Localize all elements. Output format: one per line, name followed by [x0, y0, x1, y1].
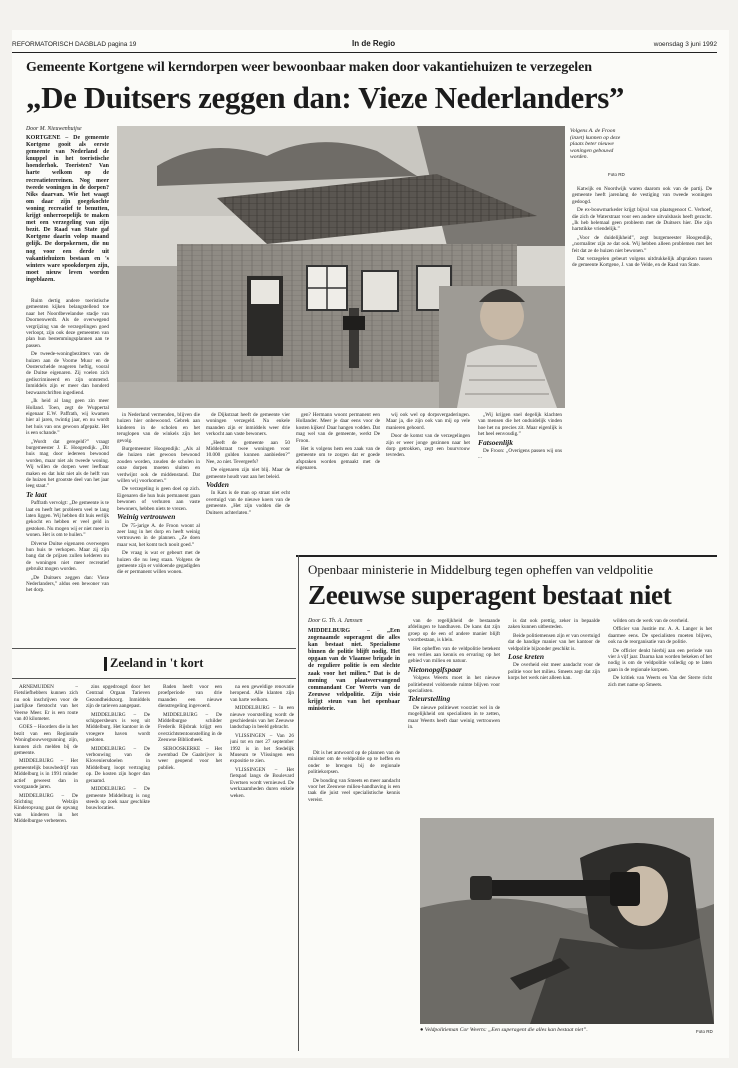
- page-header: [12, 38, 717, 50]
- photo1-caption: Volgens A. de Froon (inzet) kunnen op deze plaats beter nieuwe woningen gebouwd worden.: [570, 128, 621, 161]
- caption-bullet-icon: ●: [420, 1027, 424, 1033]
- article1-column-4: [296, 412, 380, 552]
- header-rule: [12, 52, 717, 53]
- paragraph: De bonding van Smeets en meer aandacht voor het Zeeuwse milieu-handhaving is een taak die juist veel specialistische kennis vereist.: [308, 777, 400, 803]
- paragraph: „Wordt dat geregeld?” vraagt burgemeester J. E. Hoogendijk. „Dit huis mag door iedereen bewoond worden, maar niet als tweede woning. Wij willen de dorpen weer leefbaar maken en dat lukt niet als de helft van de huizen het grootste deel van het jaar leeg staat.”: [26, 438, 109, 490]
- paragraph: in Nederland vermenden, blijven die huizen hier onbewoond. Gebrek aan kinderen in de scholen en het teruglopen van de winkels zijn het gevolg.: [117, 412, 200, 444]
- subheading-lose-kreten: Lose kreten: [508, 652, 545, 662]
- photo2-credit: Foto RD: [696, 1029, 713, 1034]
- zeeland-box-title: [104, 656, 224, 672]
- zeeland-title-rule: [12, 678, 296, 679]
- news-item: MIDDELBURG – De gemeente Middelburg is nog steeds op zoek naar geschikte bouwlocaties.: [86, 786, 150, 812]
- officer-photo-illustration: [420, 818, 714, 1024]
- zeeland-column-3: [158, 684, 222, 1044]
- subheading-weinig-vertrouwen: Weinig vertrouwen: [117, 512, 176, 522]
- article2-headline: Zeeuwse superagent bestaat niet: [308, 580, 672, 610]
- news-item: GOES – Hoorders die in het bezit van een Regionale Woningbouwvergunning zijn, kunnen zich melden bij de gemeente.: [14, 724, 78, 757]
- news-item: SEROOSKERKE – Het zwembad De Gaabrijver is weer geopend voor het publiek.: [158, 745, 222, 771]
- paragraph: Dat verzegelen gebeurt volgens uitdrukkelijk afspraken tussen de gemeente Kortgene, J. van de Velde, en de Raad van State.: [572, 256, 712, 269]
- paragraph: Burgemeester Hoogendijk: „Als al die huizen niet gewoon bewoond zouden worden, zouden de scholen in onze dorpen moeten sluiten en verdwijnt ook de middenstand. Dat willen wij voorkomen.”: [117, 446, 200, 485]
- news-item: zins opgedroogd door het Centraal Orgaan Tarieven Gezondheidszorg. Inmiddels zijn de tarieven aangepast.: [86, 684, 150, 710]
- title-bar: [104, 657, 107, 671]
- paragraph: De ex-bouwmarkeder krijgt bijval van plaatsgenoot C. Verhoef, die zich de Waterstraat voor een andere uitvalsbasis heeft gezocht. „Ik heb helemaal geen probleem met de Duitsers hier. Die zijn hartstikke vriendelijk.”: [572, 207, 712, 233]
- news-item: MIDDELBURG – Het gemeentelijk bouwbedrijf van Middelburg is in 1991 minder actief geweest dan in voorgaande jaren.: [14, 758, 78, 791]
- article2-byline: Door G. Th. A. Janssen: [308, 618, 363, 624]
- paragraph: wij ook wel op dorpsvergaderingen. Maar ja, die zijn ook van mij op vele manieren gehoord.: [386, 412, 470, 431]
- zeeland-column-1: [14, 684, 78, 1044]
- zeeland-column-4: [230, 684, 294, 1044]
- article2-column-3: [508, 618, 600, 812]
- news-item: VLISSINGEN – Van 26 juni tot en met 27 september 1992 is in het Stedelijk Museum te Vlissingen een expositie te zien.: [230, 732, 294, 765]
- paragraph: De officier denkt hierbij aan een periode van vier à vijf jaar. Daarna kan worden bekeken of het nodig is om de veldpolitie volledig op te laten gaan in de regionale korpsen.: [608, 647, 712, 673]
- article1-byline: Door M. Nieuwenhuijse: [26, 126, 82, 132]
- news-item: VLISSINGEN – Het fietspad langs de Boulevard Evertsen wordt vernieuwd. De werkzaamheden duren enkele weken.: [230, 766, 294, 799]
- paragraph: De 75-jarige A. de Froon woont al zeer lang in het dorp en heeft weinig vertrouwen in de plannen. „Ze doen maar wat, het komt toch nooit goed.”: [117, 522, 200, 548]
- zeeland-column-2: [86, 684, 150, 1044]
- article1-right-column: [572, 186, 712, 552]
- news-item: na een geweldige renovatie heropend. Alle klanten zijn van harte welkom.: [230, 684, 294, 703]
- paragraph: De overheid eist meer aandacht voor de politie voor het milieu. Smeets zegt dat zijn korps het werk niet alleen kan.: [508, 662, 600, 682]
- news-item: MIDDELBURG – De schippersbeurs is weg uit Middelburg. Het kantoor in de vroegere haven wordt gesloten.: [86, 711, 150, 744]
- paragraph: „De Duitsers zeggen dan: Vieze Nederlanders,” aldus een bewoner van het dorp.: [26, 574, 109, 594]
- article2-column-1: [308, 750, 400, 810]
- officer-photo: [420, 818, 714, 1024]
- article1-kicker: Gemeente Kortgene wil kerndorpen weer bewoonbaar maken door vakantiehuizen te verzegelen: [26, 60, 592, 75]
- paragraph: „Wij krijgen snel degelijk klachten van mensen die het onduidelijk vinden hoe het nu precies zit. Maar eigenlijk is het heel eenvoudig.”: [478, 412, 562, 438]
- paragraph: In Kats is de man op straat niet echt overtuigd van de nieuwe koers van de gemeente. „Het zijn vodden die de Duitsers achterlaten.”: [206, 490, 290, 516]
- news-item: ARNEMUIDEN – Fietsliefhebbers kunnen zich nu ook inschrijven voor de jaarlijkse fietstocht van het Veerse Meer. Er is een route van 40 kilometer.: [14, 684, 78, 723]
- paragraph: Volgens Weerts moet in het nieuwe politiebestel voldoende ruimte blijven voor specialisten.: [408, 675, 500, 695]
- house-photo-illustration: [117, 126, 565, 408]
- news-item: MIDDELBURG – In een nieuwe voorstelling wordt de geschiedenis van het Zeeuwse landschap in beeld gebracht.: [230, 705, 294, 731]
- paragraph: De vraag is wat er gebeurt met de huizen die nu leeg staan. Volgens de gemeente zijn er voldoende gegadigden die er permanent willen wonen.: [117, 550, 200, 576]
- zeeland-top-rule: [12, 648, 296, 649]
- paragraph: De Froon: „Overigens passen wij ons ...: [478, 448, 562, 461]
- article2-kicker: Openbaar ministerie in Middelburg tegen opheffen van veldpolitie: [308, 562, 654, 577]
- paragraph: „Heeft de gemeente aan 50 Middelstraat twee woningen voor 10.000 gulden kunnen aanbieden?” Nee, zo niet. Tevergeefs?: [206, 439, 290, 465]
- paragraph: „Ik heid al lang geen zin meer Holland. Toen, zegt de Wuppertal eigenaar E.W. Paffrath, wij kwamen hier al jaren, twintig jaar, en nu wordt het huis van ons gewoon afgepakt. Het is een schande.”: [26, 398, 109, 437]
- photo2-caption-text: Veldpolitieman Cor Weerts: „Een superagent die alles kan bestaat niet”.: [424, 1027, 588, 1033]
- photo2-caption: [420, 1027, 680, 1034]
- paragraph: Het opheffen van de veldpolitie betekent een verlies aan kennis en ervaring op het gebied van milieu en natuur.: [408, 645, 500, 665]
- article2-column-2: [408, 618, 500, 812]
- publication-date: woensdag 3 juni 1992: [653, 41, 717, 48]
- subheading-2a: Nietonopgifspaar: [408, 664, 462, 674]
- news-item: MIDDELBURG – De Middelburgse schilder Frederik Rijsbrak krijgt een overzichtstentoonstelling in de Zeeuwse Bibliotheek.: [158, 711, 222, 744]
- article2-lead: MIDDELBURG – „Een zogenaamde superagent die alles kan bestaat niet. Specialisme binnen de politie blijft nodig. Het opgaan van de Vlaamse brigade in de reguliere politie is een slechte zaak voor het milieu.” Dat is de mening van plaatsvervangend commandant Cor Weerts van de Zeeuwse veldpolitie. Zijn visie krijgt steun van het openbaar ministerie.: [308, 628, 400, 713]
- paragraph: De nieuwe politiewet voorziet wel in de mogelijkheid om specialisten in te zetten, maar Weerts heeft daar weinig vertrouwen in.: [408, 704, 500, 731]
- article2-column-4: [608, 618, 712, 812]
- paragraph: Officier van Justitie mr. A. A. Langer is het daarmee eens. De specialisten moeten blijven, ook na de reorganisatie van de politie.: [608, 626, 712, 646]
- paragraph: Ruim dertig andere toeristische gemeenten kijken belangstellend toe naar het Noordbevelandse stadje van Doornenwerdt. Als de overwegend vergrijzing van de verzegelingen goed verloopt, zijn ook deze gemeenten van plan hun bestemmingsplannen aan te passen.: [26, 298, 109, 349]
- paragraph: Beide politiemensen zijn er van overtuigd dat de handige manier van het kantoor de veldpolitie bijzonder geschikt is.: [508, 632, 600, 652]
- paragraph: De tweede-woningbezitters van de huizen aan de Voorne Muur en de Oosterschelde reageren heftig, vooral de Duitse eigenaren. Zij voelen zich gediscrimineerd en zijn ontstemd. Inmiddels zijn er meer dan honderd bezwaarschriften ingediend.: [26, 351, 109, 396]
- photo1-credit: Foto RD: [608, 172, 625, 177]
- paragraph: „Voor de duidelijkheid”, zegt burgemeester Hoogendijk, „normaliter zijn ze dat ook. Wij hebben alleen problemen met het feit dat ze de huizen niet bewonen.”: [572, 234, 712, 254]
- paragraph: Dit is het antwoord op de plannen van de minister om de veldpolitie op te heffen en onder te brengen bij de regionale politiekorpsen.: [308, 750, 400, 776]
- paragraph: Door de komst van de verzegelingen zijn er weer jonge gezinnen naar het dorp getrokken, zegt een buurvrouw tevreden.: [386, 433, 470, 459]
- paragraph: gen? Hermann woont permanent een Hollander. Meer je daar eens voor de kosten kijken! Daar hangen vodden. Dat mag wel van de gemeente, werkt De Froon.: [296, 412, 380, 444]
- paragraph: De eigenaren zijn niet blij. Maar de gemeente houdt vast aan het beleid.: [206, 467, 290, 480]
- paragraph: de Dijkstraat heeft de gemeente vier woningen verzegeld. Na enkele maanden zijn er inmiddels weer drie verkocht aan vaste bewoners.: [206, 412, 290, 438]
- subheading-fatsoenlijk: Fatsoenlijk: [478, 437, 514, 447]
- news-item: MIDDELBURG – De verbouwing van de Kloveniersdoelen in Middelburg loopt vertraging op. De kosten zijn hoger dan geraamd.: [86, 745, 150, 784]
- subheading-te-laat: Te laat: [26, 489, 47, 499]
- paragraph: De kritiek van Weerts en Van der Sterre richt zich met name op Smeets.: [608, 675, 712, 688]
- house-photo: [117, 126, 565, 408]
- paragraph: Diverse Duitse eigenaren overwegen hun huis te verkopen. Maar zij zijn bang dat de prijzen zullen kelderen nu de woningen niet meer recreatief gebruikt mogen worden.: [26, 540, 109, 573]
- article1-column-3: [206, 412, 290, 642]
- article1-column-2: [117, 412, 200, 642]
- paragraph: Paffrath vervolgt: „De gemeente is te laat en heeft het probleem veel te lang laten liggen. Wij hebben dit huis eerlijk gekocht en hebben er veel geld in gestoken. Nu mogen wij er niet meer in wonen. Het is om te huilen.”: [26, 500, 109, 539]
- news-item: Baden heeft voor een proefperiode van drie maanden een nieuwe dienstregeling ingevoerd.: [158, 684, 222, 710]
- paragraph: Het is volgens hem een zaak van de gemeente om te zorgen dat er goede afspraken worden gemaakt met de eigenaren.: [296, 446, 380, 472]
- subheading-vodden: Vodden: [206, 480, 229, 490]
- zeeland-title: Zeeland in 't kort: [110, 656, 204, 670]
- news-item: MIDDELBURG – De Stichting Welzijn Kinderopvang gaat de opvang van kinderen in het Middelburgse verbeteren.: [14, 792, 78, 825]
- paragraph: van de regelijkheid de bestaande afdelingen te handhaven. De kans dat zijn groep op de een of andere manier blijft voortbestaan, is klein.: [408, 618, 500, 644]
- article1-column-1: [26, 298, 109, 636]
- column-divider: [298, 555, 299, 1051]
- subheading-teleurstelling: Teleurstelling: [408, 694, 451, 704]
- article1-column-5: [386, 412, 470, 552]
- paragraph: De verzegeling is geen doel op zich. Eigenaren die hun huis permanent gaan bewonen of verhuren aan vaste bewoners, hebben niets te vrezen.: [117, 486, 200, 512]
- paragraph: Katwijk en Noordwijk waren daarom ook van de partij. De gemeente heeft jarenlang de vestiging van tweede woningen gedoogd.: [572, 186, 712, 205]
- publication-name: REFORMATORISCH DAGBLAD pagina 19: [12, 41, 137, 48]
- paragraph: is dat ook prettig, zeker in bepaalde zaken kunnen uitbesteden.: [508, 618, 600, 631]
- article2-top-rule: [296, 555, 717, 557]
- article1-headline: „De Duitsers zeggen dan: Vieze Nederlanders”: [26, 80, 624, 115]
- article1-lead: KORTGENE – De gemeente Kortgene gooit als eerste gemeente van Nederland de knuppel in het toeristische hoenderhok. Toeristen? Van harte welkom op de recreatieterreinen. Nog meer tweede woningen in de dorpen? Niks daarvan. Wie het waagt om daar zijn goegekochte woning recreatief te benutten, krijgt onherroepelijk te maken met een verzegeling van zijn bezit. De Raad van State gaf Kortgene daarin volop maand gelijk. De dorpskernen, die nu nog voor een derde uit vakantiehuizen bestaan en 's winters ware spookdorpen zijn, moet nieuw leven worden ingeblazen.: [26, 135, 109, 283]
- section-title: In de Regio: [352, 39, 396, 48]
- article1-column-6: [478, 412, 562, 552]
- paragraph: wilden om de werk van de overheid.: [613, 618, 689, 624]
